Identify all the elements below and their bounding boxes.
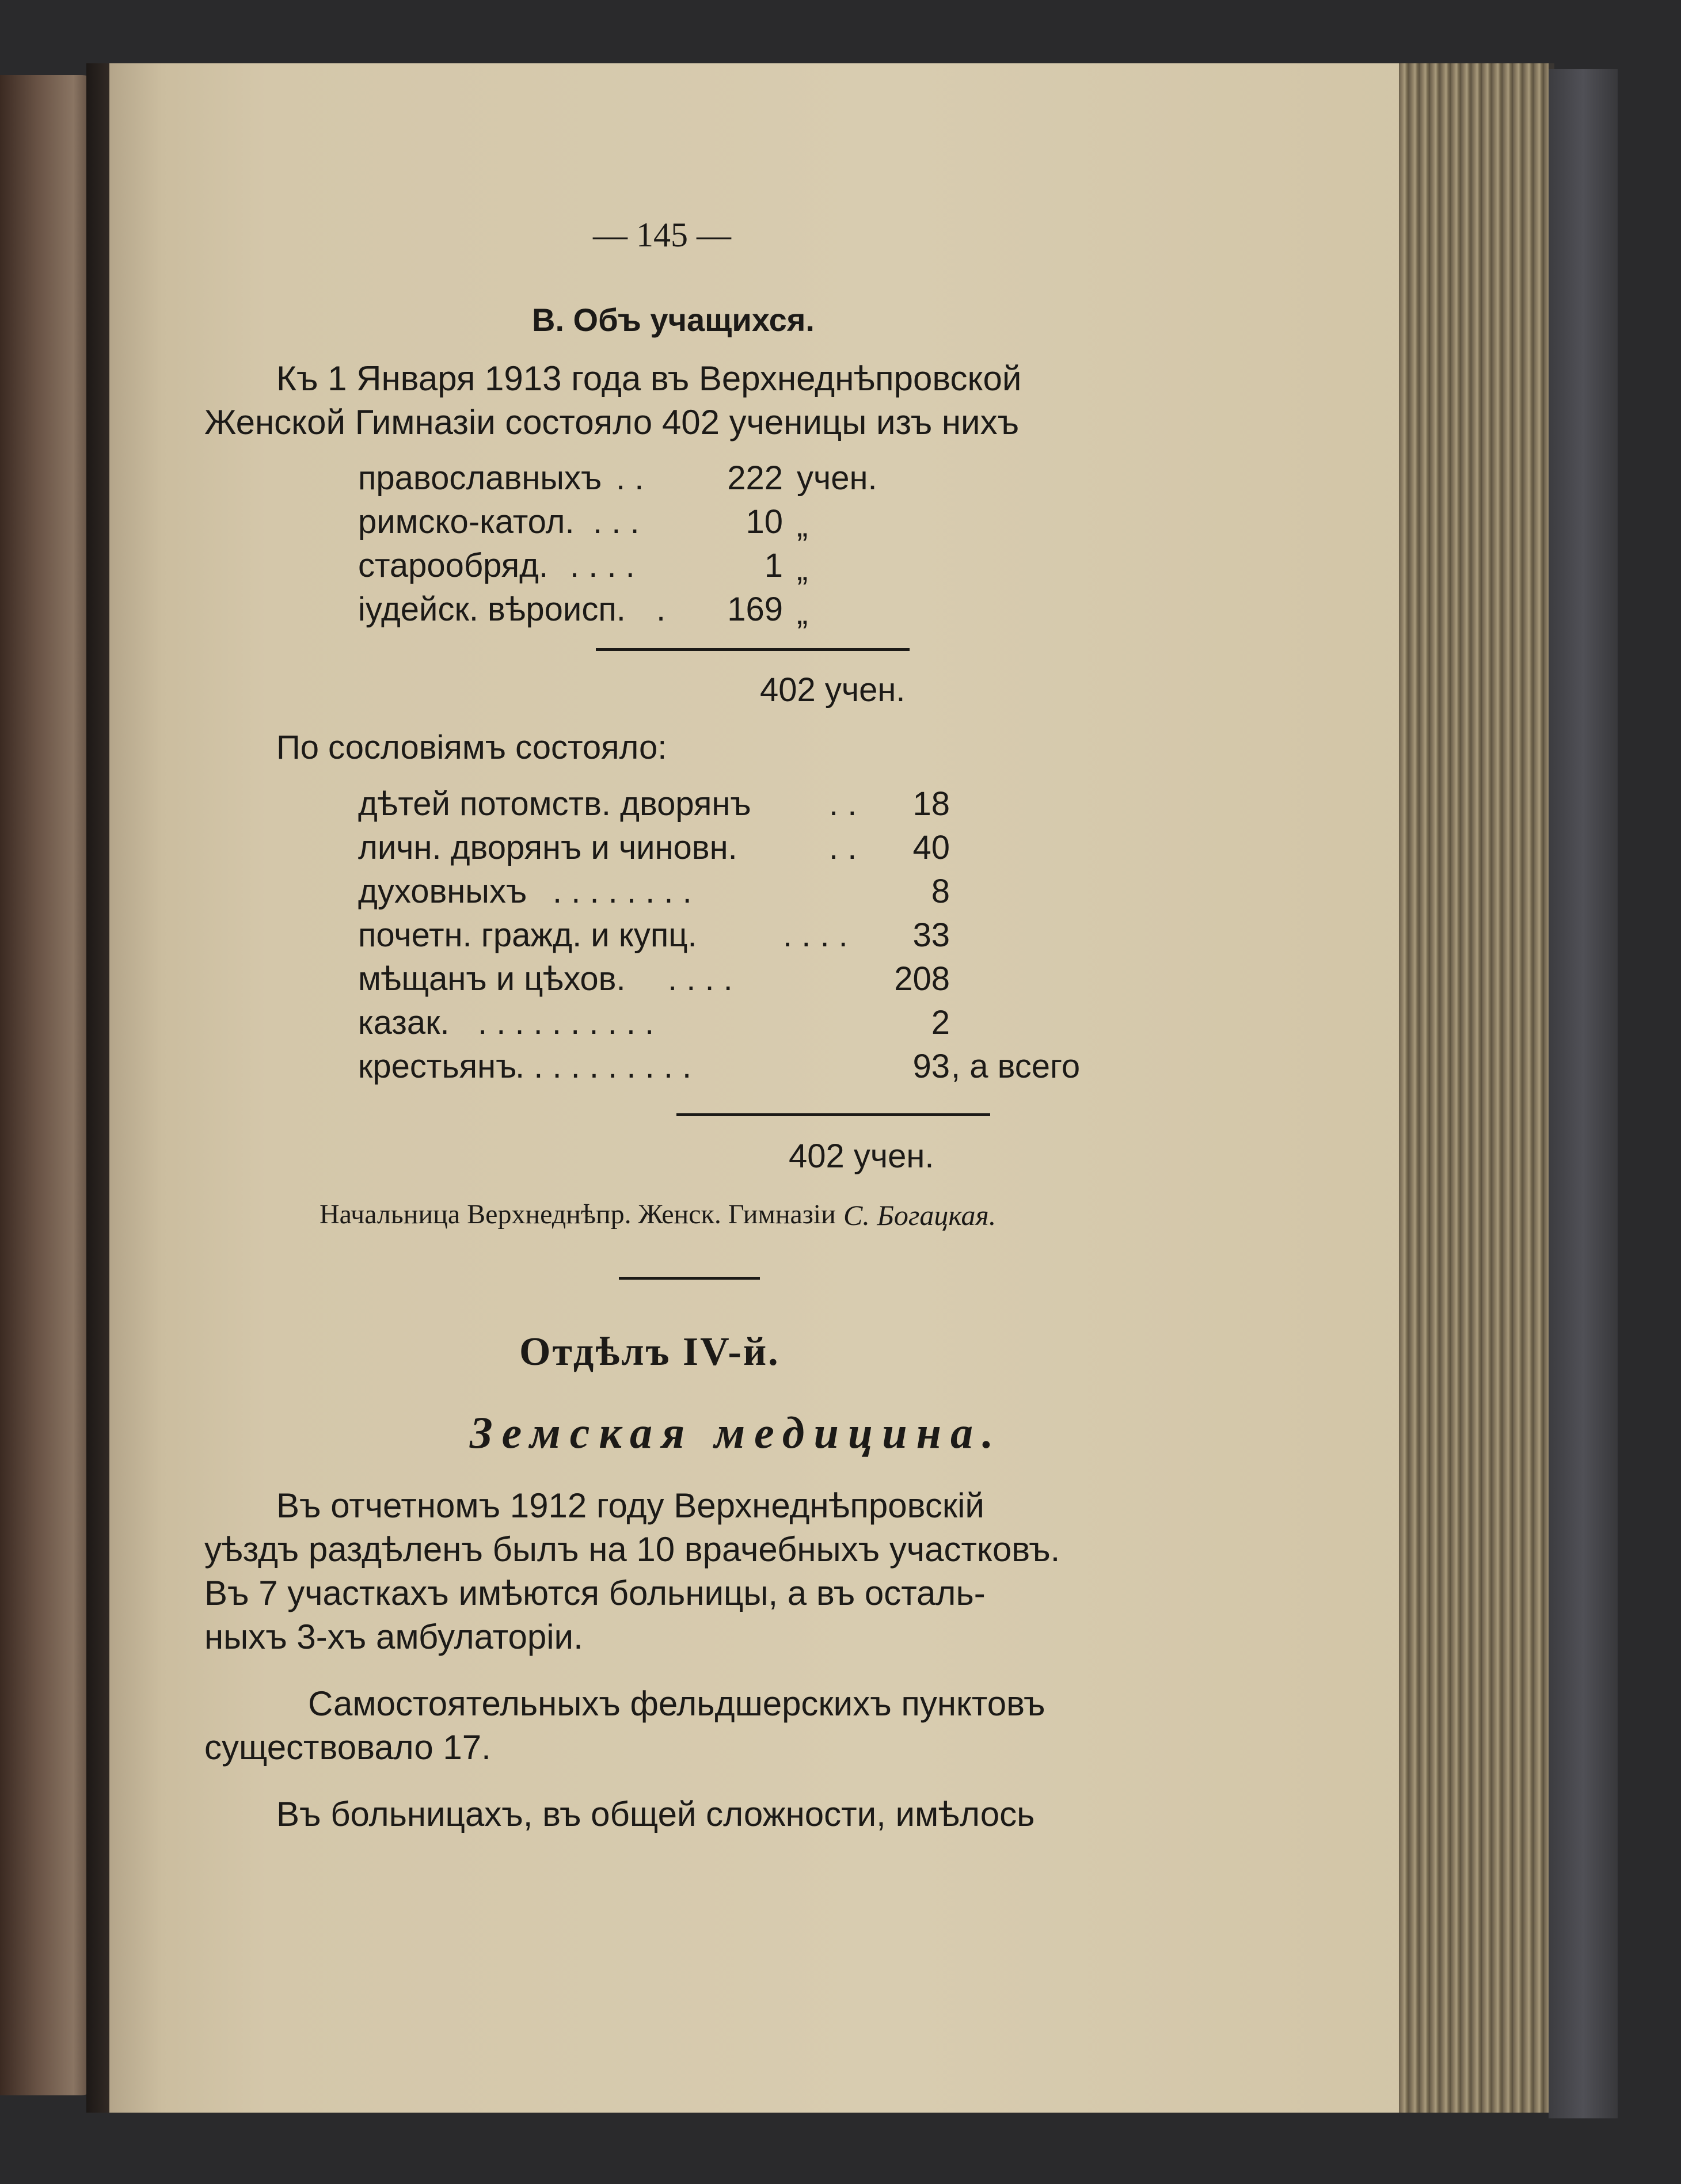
estate-label: личн. дворянъ и чиновн. — [358, 829, 737, 866]
religion-total: 402 учен. — [760, 671, 906, 709]
religion-label: римско-катол. — [358, 503, 575, 541]
paragraph-3-line: Въ больницахъ, въ общей сложности, имѣлось — [276, 1795, 1035, 1833]
signature-name: С. Богацкая. — [843, 1199, 997, 1231]
estate-dots: . . — [829, 785, 857, 823]
estate-value: 18 — [912, 785, 950, 823]
religion-label: іудейск. вѣроисп. — [358, 591, 626, 628]
estate-dots: . . . . . . . . . . — [478, 1004, 655, 1041]
estate-dots: . . — [829, 829, 857, 866]
estate-dots: . . . . — [783, 916, 848, 954]
book-page — [109, 63, 1422, 2113]
book-cover — [1549, 69, 1618, 2118]
intro-line-2: Женской Гимназіи состояло 402 ученицы изъ нихъ — [204, 403, 1020, 442]
estate-suffix: , а всего — [951, 1048, 1081, 1085]
paragraph-1-line: уѣздъ раздѣленъ былъ на 10 врачебныхъ участковъ. — [204, 1530, 1060, 1569]
estate-value: 33 — [912, 916, 950, 954]
estate-label: почетн. гражд. и купц. — [358, 916, 697, 954]
religion-label: старообряд. — [358, 547, 549, 584]
section-divider — [619, 1277, 760, 1280]
section-iv-subheading: Земская медицина. — [470, 1407, 1003, 1458]
estate-value: 2 — [931, 1004, 950, 1041]
paragraph-1-line: ныхъ 3-хъ амбулаторіи. — [204, 1618, 583, 1656]
intro-line-1: Къ 1 Января 1913 года въ Верхнеднѣпровской — [276, 359, 1022, 398]
paragraph-2-line: существовало 17. — [204, 1728, 491, 1767]
estate-label: казак. — [358, 1004, 450, 1041]
religion-dots: . . — [616, 459, 644, 497]
religion-dots: . — [656, 591, 666, 628]
estate-value: 208 — [894, 960, 950, 998]
religion-value: 1 — [764, 547, 783, 584]
estate-value: 93 — [912, 1048, 950, 1085]
estate-label: духовныхъ — [358, 873, 527, 910]
estate-value: 40 — [912, 829, 950, 866]
religion-value: 10 — [746, 503, 783, 541]
paragraph-2-line: Самостоятельныхъ фельдшерскихъ пунктовъ — [308, 1684, 1045, 1723]
total-rule — [596, 648, 910, 651]
signature-role: Начальница Верхнеднѣпр. Женск. Гимназіи — [320, 1199, 836, 1230]
total-rule — [676, 1113, 990, 1116]
left-page-edge — [0, 75, 98, 2095]
religion-label: православныхъ — [358, 459, 602, 497]
estate-dots: . . . . . . . . — [553, 873, 692, 910]
estate-dots: . . . . . . . . . . — [515, 1048, 692, 1085]
religion-unit: учен. — [797, 459, 877, 497]
religion-value: 169 — [727, 591, 783, 628]
estate-label: мѣщанъ и цѣхов. — [358, 960, 626, 998]
religion-value: 222 — [727, 459, 783, 497]
page-number: — 145 — — [593, 216, 731, 254]
paragraph-1-line: Въ отчетномъ 1912 году Верхнеднѣпровскій — [276, 1486, 984, 1525]
religion-dots: . . . . — [570, 547, 635, 584]
estate-value: 8 — [931, 873, 950, 910]
religion-unit: „ — [797, 594, 808, 631]
estate-label: дѣтей потомств. дворянъ — [358, 785, 751, 823]
religion-unit: „ — [797, 507, 808, 544]
section-iv-heading: Отдѣлъ IV-й. — [519, 1330, 780, 1374]
page-edges — [1399, 63, 1554, 2113]
estates-intro: По сословіямъ состояло: — [276, 729, 667, 766]
religion-unit: „ — [797, 550, 808, 588]
estate-label: крестьянъ — [358, 1048, 517, 1085]
estate-dots: . . . . — [668, 960, 733, 998]
estate-total: 402 учен. — [789, 1137, 934, 1175]
religion-dots: . . . — [593, 503, 640, 541]
paragraph-1-line: Въ 7 участкахъ имѣются больницы, а въ осталь- — [204, 1574, 986, 1612]
section-b-heading: В. Объ учащихся. — [532, 302, 815, 338]
